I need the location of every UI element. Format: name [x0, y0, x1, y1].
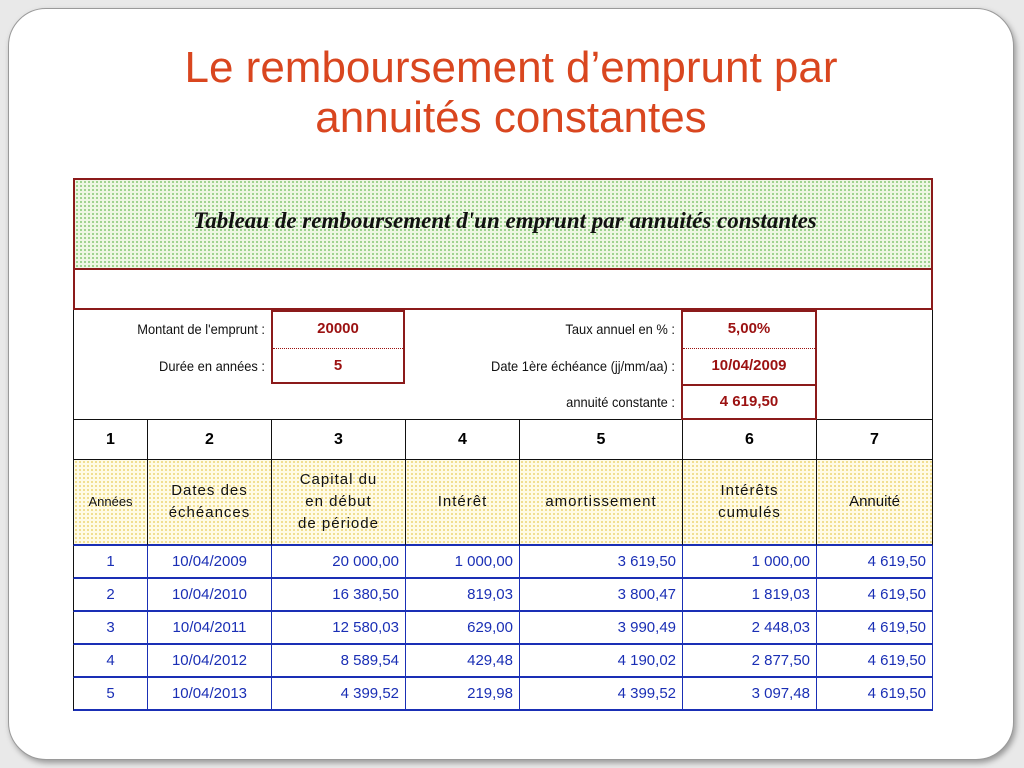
montant-label: Montant de l'emprunt :: [137, 321, 265, 337]
cell-capital: 4 399,52: [272, 678, 406, 711]
header-capital-line-2: en début: [305, 493, 372, 510]
col-number-2: 2: [148, 420, 272, 460]
cell-amortissement: 3 619,50: [520, 546, 683, 579]
cell-capital: 20 000,00: [272, 546, 406, 579]
header-interets-cumules: [683, 460, 817, 546]
taux-label: Taux annuel en % :: [565, 321, 675, 337]
sheet-title-band: [73, 178, 933, 270]
cell-annee: 3: [73, 612, 148, 645]
cell-interets-cumules: 2 877,50: [683, 645, 817, 678]
slide-title-line-2: annuités constantes: [315, 93, 707, 142]
header-interet: [406, 460, 520, 546]
cell-date: 10/04/2012: [148, 645, 272, 678]
cell-amortissement: 3 990,49: [520, 612, 683, 645]
cell-interets-cumules: 3 097,48: [683, 678, 817, 711]
cell-annuite: 4 619,50: [817, 579, 933, 612]
cell-annee: 2: [73, 579, 148, 612]
col-number-5: 5: [520, 420, 683, 460]
date-label: Date 1ère échéance (jj/mm/aa) :: [491, 358, 675, 374]
cell-interet: 819,03: [406, 579, 520, 612]
header-amortissement-label: amortissement: [545, 493, 657, 510]
col-number-1: 1: [73, 420, 148, 460]
cell-annuite: 4 619,50: [817, 612, 933, 645]
annuite-output: 4 619,50: [719, 393, 779, 410]
cell-date: 10/04/2013: [148, 678, 272, 711]
duree-input[interactable]: 5: [333, 357, 343, 374]
header-amortissement: [520, 460, 683, 546]
blank-row: [73, 270, 933, 310]
header-annees-label: Années: [88, 494, 133, 509]
parameters-spacer: [815, 310, 933, 420]
cell-date: 10/04/2011: [148, 612, 272, 645]
cell-annee: 1: [73, 546, 148, 579]
header-annuite-label: Annuité: [849, 493, 900, 510]
cell-capital: 12 580,03: [272, 612, 406, 645]
cell-annuite: 4 619,50: [817, 546, 933, 579]
cell-annee: 5: [73, 678, 148, 711]
cell-interets-cumules: 2 448,03: [683, 612, 817, 645]
col-number-3: 3: [272, 420, 406, 460]
cell-interet: 219,98: [406, 678, 520, 711]
cell-annuite: 4 619,50: [817, 645, 933, 678]
col-number-6: 6: [683, 420, 817, 460]
header-interets-line-1: Intérêts: [720, 482, 779, 499]
cell-interet: 429,48: [406, 645, 520, 678]
duree-label: Durée en années :: [159, 358, 265, 374]
taux-input[interactable]: 5,00%: [727, 320, 771, 337]
cell-annee: 4: [73, 645, 148, 678]
cell-capital: 8 589,54: [272, 645, 406, 678]
annuite-label: annuité constante :: [566, 394, 675, 410]
header-annees: [73, 460, 148, 546]
cell-capital: 16 380,50: [272, 579, 406, 612]
col-number-4: 4: [406, 420, 520, 460]
header-capital: [272, 460, 406, 546]
cell-interets-cumules: 1 819,03: [683, 579, 817, 612]
cell-date: 10/04/2010: [148, 579, 272, 612]
header-annuite: [817, 460, 933, 546]
header-interet-label: Intérêt: [437, 493, 488, 510]
cell-amortissement: 3 800,47: [520, 579, 683, 612]
header-dates-line-2: échéances: [168, 504, 251, 521]
cell-annuite: 4 619,50: [817, 678, 933, 711]
cell-interet: 1 000,00: [406, 546, 520, 579]
slide-title: [9, 43, 1013, 143]
cell-interet: 629,00: [406, 612, 520, 645]
cell-amortissement: 4 190,02: [520, 645, 683, 678]
header-dates: [148, 460, 272, 546]
loan-spreadsheet: [73, 178, 933, 714]
cell-amortissement: 4 399,52: [520, 678, 683, 711]
slide-title-line-1: Le remboursement d’emprunt par: [184, 43, 838, 92]
header-capital-line-3: de période: [298, 515, 379, 532]
header-interets-line-2: cumulés: [718, 504, 781, 521]
montant-input[interactable]: 20000: [317, 320, 359, 337]
cell-interets-cumules: 1 000,00: [683, 546, 817, 579]
header-capital-line-1: Capital du: [299, 471, 378, 488]
col-number-7: 7: [817, 420, 933, 460]
header-dates-line-1: Dates des: [171, 482, 248, 499]
sheet-title: Tableau de remboursement d'un emprunt par annuités constantes: [193, 208, 817, 233]
cell-date: 10/04/2009: [148, 546, 272, 579]
date-input[interactable]: 10/04/2009: [711, 357, 787, 374]
